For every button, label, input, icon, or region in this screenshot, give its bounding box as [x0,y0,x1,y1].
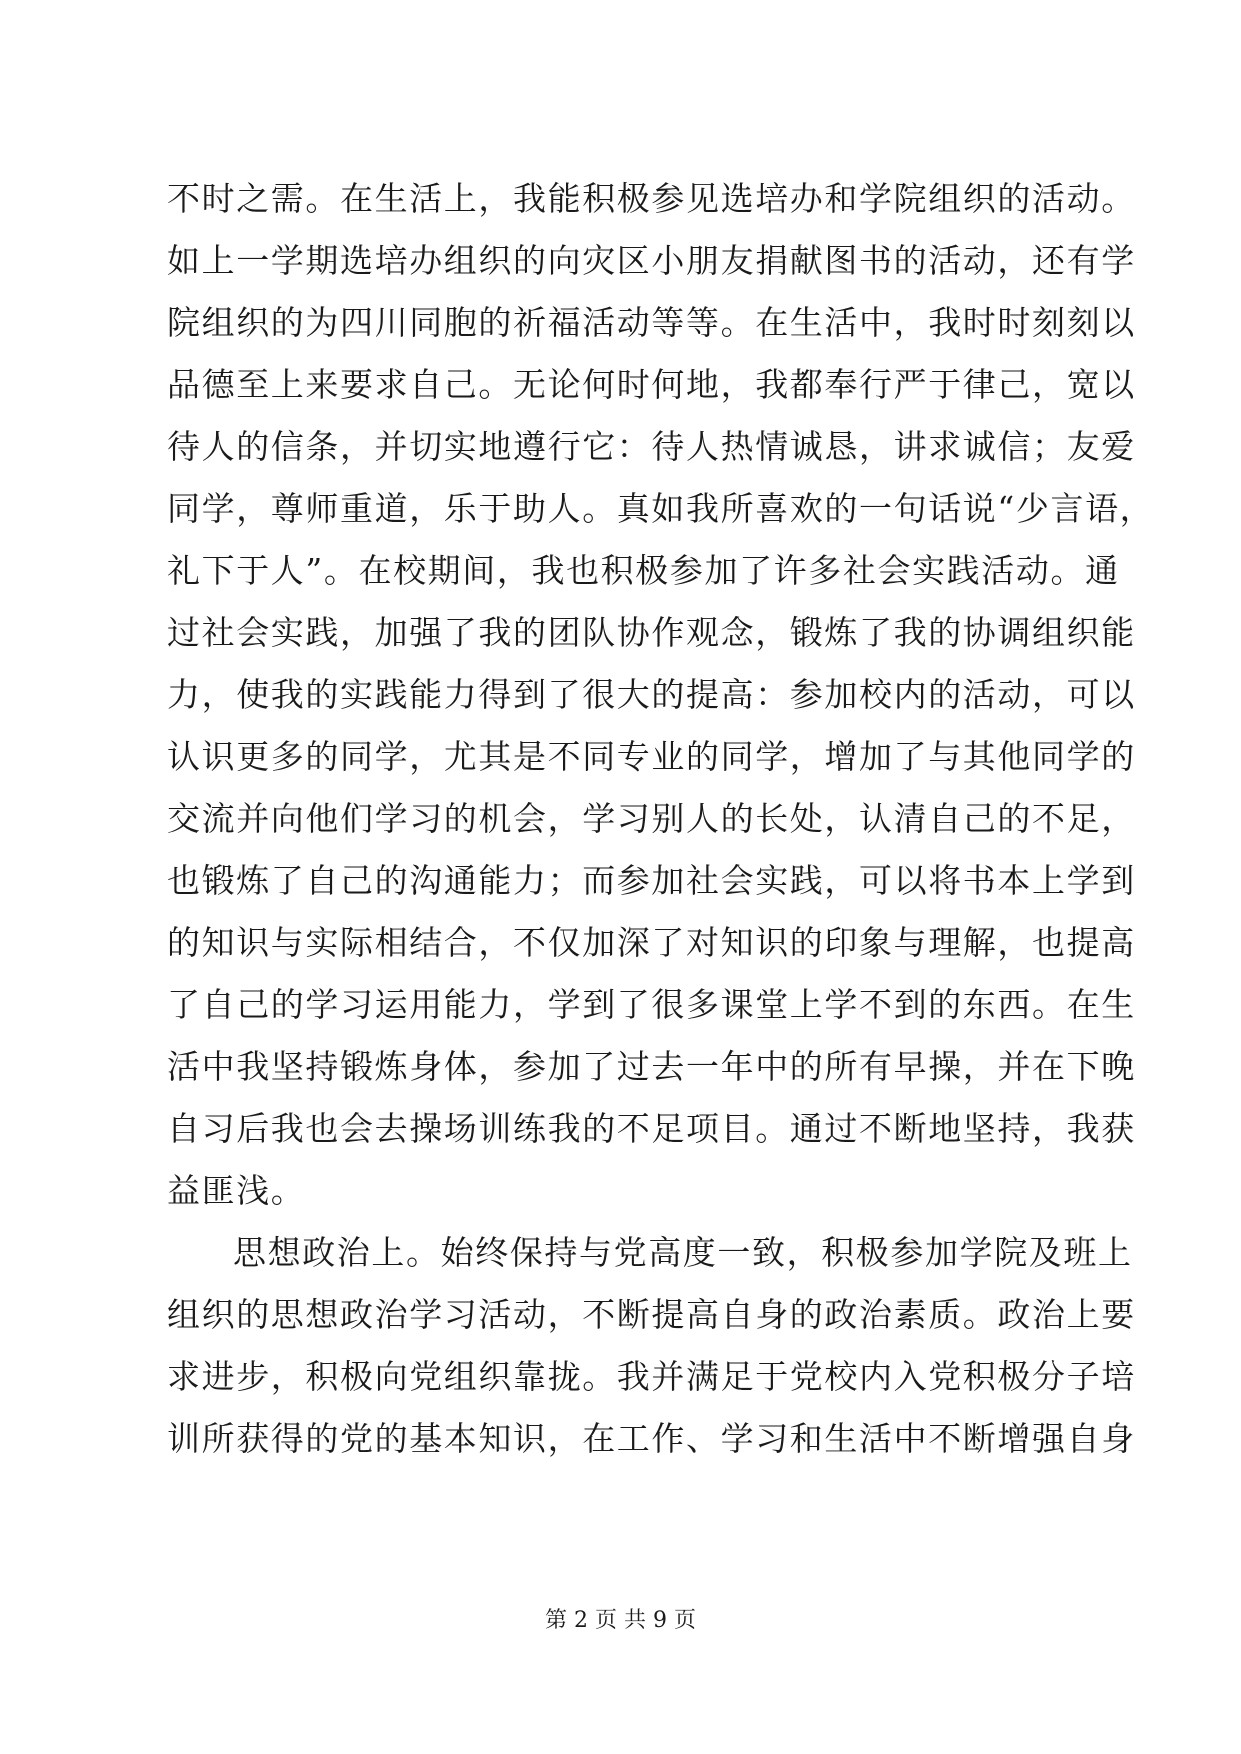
text-line: 过社会实践，加强了我的团队协作观念，锻炼了我的协调组织能 [167,613,1136,652]
text-line: 交流并向他们学习的机会，学习别人的长处，认清自己的不足， [167,799,1136,838]
text-line: 同学，尊师重道，乐于助人。真如我所喜欢的一句话说“少言语， [167,489,1155,528]
text-line: 力，使我的实践能力得到了很大的提高：参加校内的活动，可以 [167,675,1136,714]
text-line: 益匪浅。 [167,1171,306,1210]
text-line: 求进步，积极向党组织靠拢。我并满足于党校内入党积极分子培 [167,1357,1136,1396]
text-line: 院组织的为四川同胞的祈福活动等等。在生活中，我时时刻刻以 [167,303,1136,342]
paragraph-start-line: 思想政治上。始终保持与党高度一致，积极参加学院及班上 [233,1233,1133,1272]
text-line: 也锻炼了自己的沟通能力；而参加社会实践，可以将书本上学到 [167,861,1136,900]
text-line: 训所获得的党的基本知识，在工作、学习和生活中不断增强自身 [167,1419,1136,1458]
text-line: 品德至上来要求自己。无论何时何地，我都奉行严于律己，宽以 [167,365,1136,404]
body-text [167,168,1155,1470]
text-line: 如上一学期选培办组织的向灾区小朋友捐献图书的活动，还有学 [167,241,1136,280]
text-line: 自习后我也会去操场训练我的不足项目。通过不断地坚持，我获 [167,1109,1136,1148]
text-line: 的知识与实际相结合，不仅加深了对知识的印象与理解，也提高 [167,923,1136,962]
text-line: 认识更多的同学，尤其是不同专业的同学，增加了与其他同学的 [167,737,1136,776]
text-line: 了自己的学习运用能力，学到了很多课堂上学不到的东西。在生 [167,985,1136,1024]
page-footer: 第 2 页 共 9 页 [545,1608,696,1633]
text-line: 不时之需。在生活上，我能积极参见选培办和学院组织的活动。 [167,179,1136,218]
text-line: 活中我坚持锻炼身体，参加了过去一年中的所有早操，并在下晚 [167,1047,1136,1086]
text-line: 组织的思想政治学习活动，不断提高自身的政治素质。政治上要 [167,1295,1136,1334]
text-line: 礼下于人”。在校期间，我也积极参加了许多社会实践活动。通 [167,551,1120,590]
text-line: 待人的信条，并切实地遵行它：待人热情诚恳，讲求诚信；友爱 [167,427,1136,466]
